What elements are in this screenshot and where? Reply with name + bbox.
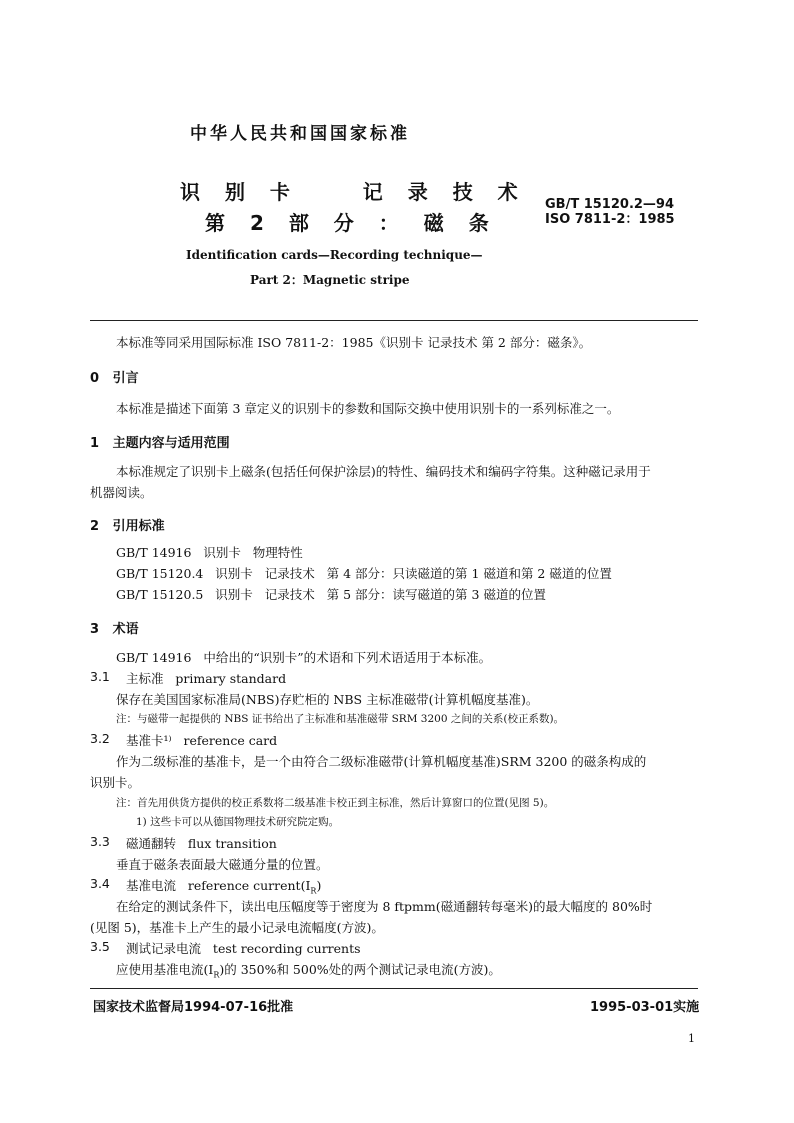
definition-3-1-number: 3.1	[90, 669, 110, 684]
definition-3-4-text-line1: 在给定的测试条件下，读出电压幅度等于密度为 8 ftpmm(磁通翻转每毫米)的最大幅度的 80%时	[116, 899, 653, 914]
definition-3-5-text-b: )的 350%和 500%处的两个测试记录电流(方波)。	[219, 962, 501, 977]
page-number: 1	[688, 1032, 695, 1045]
standard-code	[545, 197, 675, 227]
definition-3-2-note: 注：首先用供货方提供的校正系数将二级基准卡校正到主标准，然后计算窗口的位置(见图 5)。	[116, 797, 555, 809]
definition-3-4-title-main: 基准电流 reference current(I	[126, 878, 311, 893]
definition-3-3-number: 3.3	[90, 834, 110, 849]
definition-3-5-number: 3.5	[90, 939, 110, 954]
approval-date: 国家技术监督局1994-07-16批准	[93, 1000, 294, 1015]
definition-3-4-number: 3.4	[90, 876, 110, 891]
title-cn-line1: 识 别 卡 记 录 技 术	[180, 180, 527, 204]
section-3-heading: 3 术语	[90, 622, 139, 637]
definition-3-5-title: 测试记录电流 test recording currents	[126, 941, 361, 956]
reference-item: GB/T 14916 识别卡 物理特性	[116, 545, 303, 560]
title-en-line2: Part 2：Magnetic stripe	[250, 273, 410, 287]
definition-3-2-number: 3.2	[90, 731, 110, 746]
standard-code-iso: ISO 7811-2：1985	[545, 212, 675, 227]
definition-3-3-title: 磁通翻转 flux transition	[126, 836, 277, 851]
definition-3-2-text-line1: 作为二级标准的基准卡，是一个由符合二级标准磁带(计算机幅度基准)SRM 3200 的磁条构成的	[116, 754, 647, 769]
section-2-heading: 2 引用标准	[90, 519, 165, 534]
header-divider	[90, 320, 698, 321]
definition-3-2-footnote: 1) 这些卡可以从德国物理技术研究院定购。	[136, 816, 340, 828]
definition-3-1-note: 注：与磁带一起提供的 NBS 证书给出了主标准和基准磁带 SRM 3200 之间的关系(校正系数)。	[116, 713, 565, 725]
definition-3-4-title	[126, 876, 321, 896]
reference-item: GB/T 15120.5 识别卡 记录技术 第 5 部分：读写磁道的第 3 磁道的位置	[116, 587, 546, 602]
standard-code-gb: GB/T 15120.2—94	[545, 197, 675, 212]
section-1-text-line1: 本标准规定了识别卡上磁条(包括任何保护涂层)的特性、编码技术和编码字符集。这种磁记录用于	[116, 464, 651, 479]
definition-3-4-text-line2: (见图 5)，基准卡上产生的最小记录电流幅度(方波)。	[90, 920, 384, 935]
title-cn-line2: 第 2 部 分 ： 磁 条	[205, 211, 498, 235]
definition-3-1-text: 保存在美国国家标准局(NBS)存贮柜的 NBS 主标准磁带(计算机幅度基准)。	[116, 692, 539, 707]
implementation-date: 1995-03-01实施	[590, 1000, 700, 1015]
definition-3-5-text-sub: R	[213, 970, 220, 980]
section-1-text-line2: 机器阅读。	[90, 485, 153, 500]
section-3-text: GB/T 14916 中给出的“识别卡”的术语和下列术语适用于本标准。	[116, 650, 492, 665]
section-0-heading: 0 引言	[90, 371, 139, 386]
definition-3-5-text-a: 应使用基准电流(I	[116, 962, 214, 977]
national-standard-title: 中华人民共和国国家标准	[190, 124, 410, 144]
definition-3-3-text: 垂直于磁条表面最大磁通分量的位置。	[116, 857, 329, 872]
intro-line: 本标准等同采用国际标准 ISO 7811-2：1985《识别卡 记录技术 第 2 部分：磁条》。	[116, 335, 592, 350]
section-1-heading: 1 主题内容与适用范围	[90, 436, 230, 451]
title-en-line1: Identification cards—Recording technique—	[186, 248, 483, 262]
definition-3-4-title-end: )	[316, 878, 322, 893]
reference-item: GB/T 15120.4 识别卡 记录技术 第 4 部分：只读磁道的第 1 磁道和第 2 磁道的位置	[116, 566, 612, 581]
definition-3-2-title: 基准卡¹⁾ reference card	[126, 733, 278, 748]
definition-3-4-title-sub: R	[310, 886, 317, 896]
definition-3-5-text	[116, 960, 501, 980]
definition-3-1-title: 主标准 primary standard	[126, 671, 287, 686]
section-0-text: 本标准是描述下面第 3 章定义的识别卡的参数和国际交换中使用识别卡的一系列标准之一。	[116, 401, 620, 416]
definition-3-2-text-line2: 识别卡。	[90, 775, 141, 790]
footer-divider	[90, 988, 698, 989]
